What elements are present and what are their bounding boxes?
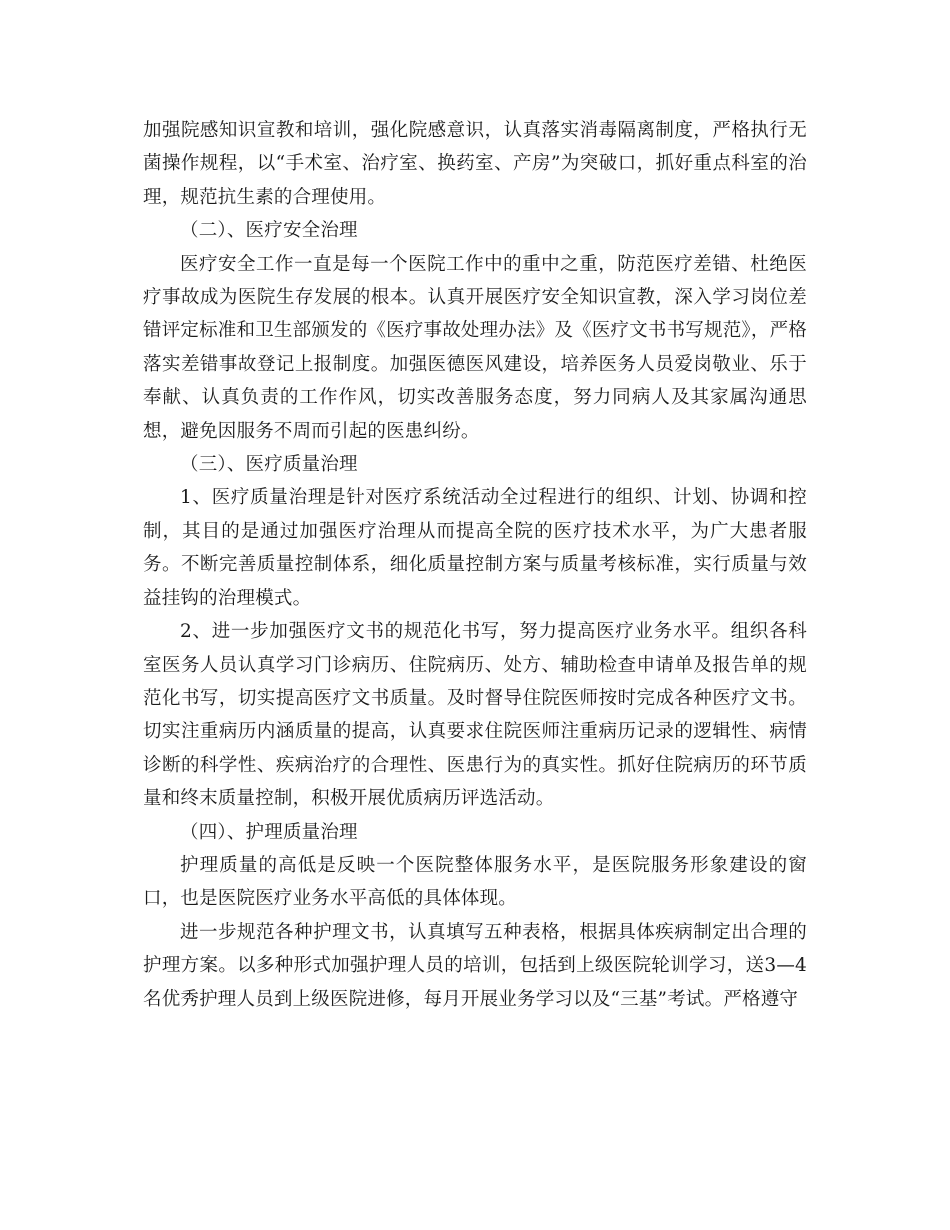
paragraph-nursing-quality-measures: 进一步规范各种护理文书，认真填写五种表格，根据具体疾病制定出合理的护理方案。以多种形式加强护理人员的培训，包括到上级医院轮训学习，送3—4名优秀护理人员到上级医院进修，每月开展业务学习以及“三基”考试。严格遵守 bbox=[143, 921, 807, 1010]
section-heading-nursing-quality: （四）、护理质量治理 bbox=[180, 821, 358, 843]
document-body bbox=[143, 114, 807, 1016]
paragraph-medical-quality-2: 2、进一步加强医疗文书的规范化书写，努力提高医疗业务水平。组织各科室医务人员认真学习门诊病历、住院病历、处方、辅助检查申请单及报告单的规范化书写，切实提高医疗文书质量。及时督导住院医师按时完成各种医疗文书。切实注重病历内涵质量的提高，认真要求住院医师注重病历记录的逻辑性、病情诊断的科学性、疾病治疗的合理性、医患行为的真实性。抓好住院病历的环节质量和终末质量控制，积极开展优质病历评选活动。 bbox=[143, 621, 807, 810]
paragraph-nursing-quality-intro: 护理质量的高低是反映一个医院整体服务水平，是医院服务形象建设的窗口，也是医院医疗业务水平高低的具体体现。 bbox=[143, 854, 807, 910]
paragraph-medical-quality-1: 1、医疗质量治理是针对医疗系统活动全过程进行的组织、计划、协调和控制，其目的是通过加强医疗治理从而提高全院的医疗技术水平，为广大患者服务。不断完善质量控制体系，细化质量控制方案与质量考核标准，实行质量与效益挂钩的治理模式。 bbox=[143, 487, 807, 609]
section-heading-medical-safety: （二）、医疗安全治理 bbox=[180, 220, 358, 242]
section-heading-medical-quality: （三）、医疗质量治理 bbox=[180, 454, 358, 476]
paragraph-infection-control-continued: 加强院感知识宣教和培训，强化院感意识，认真落实消毒隔离制度，严格执行无菌操作规程，以“手术室、治疗室、换药室、产房”为突破口，抓好重点科室的治理，规范抗生素的合理使用。 bbox=[143, 120, 807, 208]
paragraph-medical-safety: 医疗安全工作一直是每一个医院工作中的重中之重，防范医疗差错、杜绝医疗事故成为医院生存发展的根本。认真开展医疗安全知识宣教，深入学习岗位差错评定标准和卫生部颁发的《医疗事故处理办法》及《医疗文书书写规范》，严格落实差错事故登记上报制度。加强医德医风建设，培养医务人员爱岗敬业、乐于奉献、认真负责的工作作风，切实改善服务态度，努力同病人及其家属沟通思想，避免因服务不周而引起的医患纠纷。 bbox=[143, 253, 807, 442]
